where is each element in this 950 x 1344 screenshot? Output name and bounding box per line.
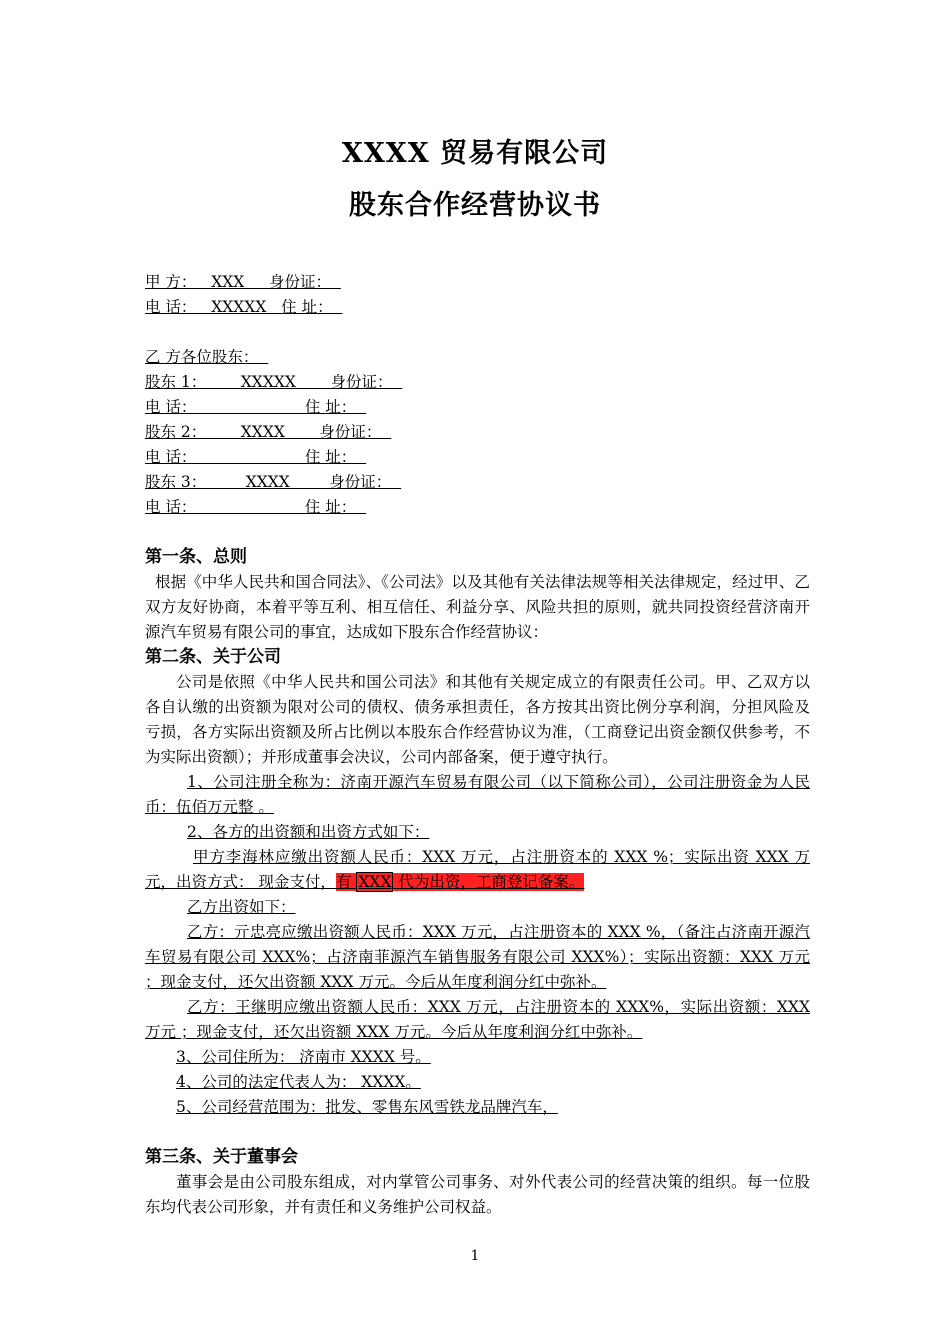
shareholder-3-contact-line: 电 话： 住 址：	[145, 498, 367, 516]
article-1-text: 根据《中华人民共和国合同法》、《公司法》以及其他有关法律法规等相关法律规定，经过甲、乙双方友好协商，本着平等互利、相互信任、利益分享、风险共担的原则，就共同投资经营济南开源汽车贸易有限公司的事宜，达成如下股东合作经营协议：	[145, 573, 810, 641]
article-2-item-2: 2、各方的出资额和出资方式如下：	[187, 823, 430, 841]
article-1-heading: 第一条、总则	[145, 547, 247, 567]
article-2-item-1: 1、公司注册全称为：济南开源汽车贸易有限公司（以下简称公司），公司注册资金为人民币：伍佰万元整 。	[145, 773, 810, 816]
party-b-contribution-1: 乙方：亓忠亮应缴出资额人民币：XXX 万元，占注册资本的 XXX %，（备注占济南开源汽车贸易有限公司 XXX%；占济南菲源汽车销售服务有限公司 XXX%）；实际出资额：XXX 万元 ；现金支付，还欠出资额 XXX 万元。今后从年度利润分红中弥补。	[145, 923, 810, 991]
article-2-text: 公司是依照《中华人民共和国公司法》和其他有关规定成立的有限责任公司。甲、乙双方以各自认缴的出资额为限对公司的债权、债务承担责任，各方按其出资比例分享利润，分担风险及亏损，各方实际出资额及所占比例以本股东合作经营协议为准，（工商登记出资金额仅供参考，不为实际出资额）；并形成董事会决议，公司内部备案，便于遵守执行。	[145, 673, 810, 766]
shareholder-1-contact-line: 电 话： 住 址：	[145, 398, 367, 416]
article-2-heading: 第二条、关于公司	[145, 647, 281, 667]
party-b-contribution-2: 乙方：王继明应缴出资额人民币：XXX 万元，占注册资本的 XXX%，实际出资额：XXX 万元 ；现金支付，还欠出资额 XXX 万元。今后从年度利润分红中弥补。	[145, 998, 810, 1041]
article-3-text: 董事会是由公司股东组成，对内掌管公司事务、对外代表公司的经营决策的组织。每一位股东均代表公司形象，并有责任和义务维护公司权益。	[145, 1173, 810, 1216]
boxed-text: XXX	[358, 873, 392, 891]
document-body	[145, 270, 810, 1220]
party-a-contribution-text: 甲方李海林应缴出资额人民币：XXX 万元，占注册资本的 XXX %；实际出资 XXX 万元，出资方式： 现金支付，	[145, 848, 810, 891]
party-a-contact-line: 电 话： XXXXX 住 址：	[145, 298, 343, 316]
party-b-header: 乙 方各位股东：	[145, 348, 269, 366]
party-b-contribution-header: 乙方出资如下：	[187, 898, 296, 916]
shareholder-1-id-line: 股东 1： XXXXX 身份证：	[145, 373, 403, 391]
shareholder-3-id-line: 股东 3： XXXX 身份证：	[145, 473, 402, 491]
article-3-heading: 第三条、关于董事会	[145, 1147, 298, 1167]
shareholder-2-contact-line: 电 话： 住 址：	[145, 448, 367, 466]
article-2-item-3: 3、公司住所为： 济南市 XXXX 号。	[176, 1048, 431, 1066]
party-a-contribution	[145, 845, 810, 895]
party-a-id-line: 甲 方： XXX 身份证：	[145, 273, 341, 291]
shareholder-2-id-line: 股东 2： XXXX 身份证：	[145, 423, 392, 441]
article-2-item-5: 5、公司经营范围为：批发、零售东风雪铁龙品牌汽车，	[176, 1098, 558, 1116]
page-number: 1	[470, 1248, 480, 1264]
article-2-item-4: 4、公司的法定代表人为： XXXX。	[176, 1073, 421, 1091]
highlighted-text: 有 XXX 代为出资，工商登记备案。	[335, 873, 585, 891]
document-subtitle: 股东合作经营协议书	[349, 190, 601, 221]
document-title: XXXX 贸易有限公司	[341, 138, 609, 169]
